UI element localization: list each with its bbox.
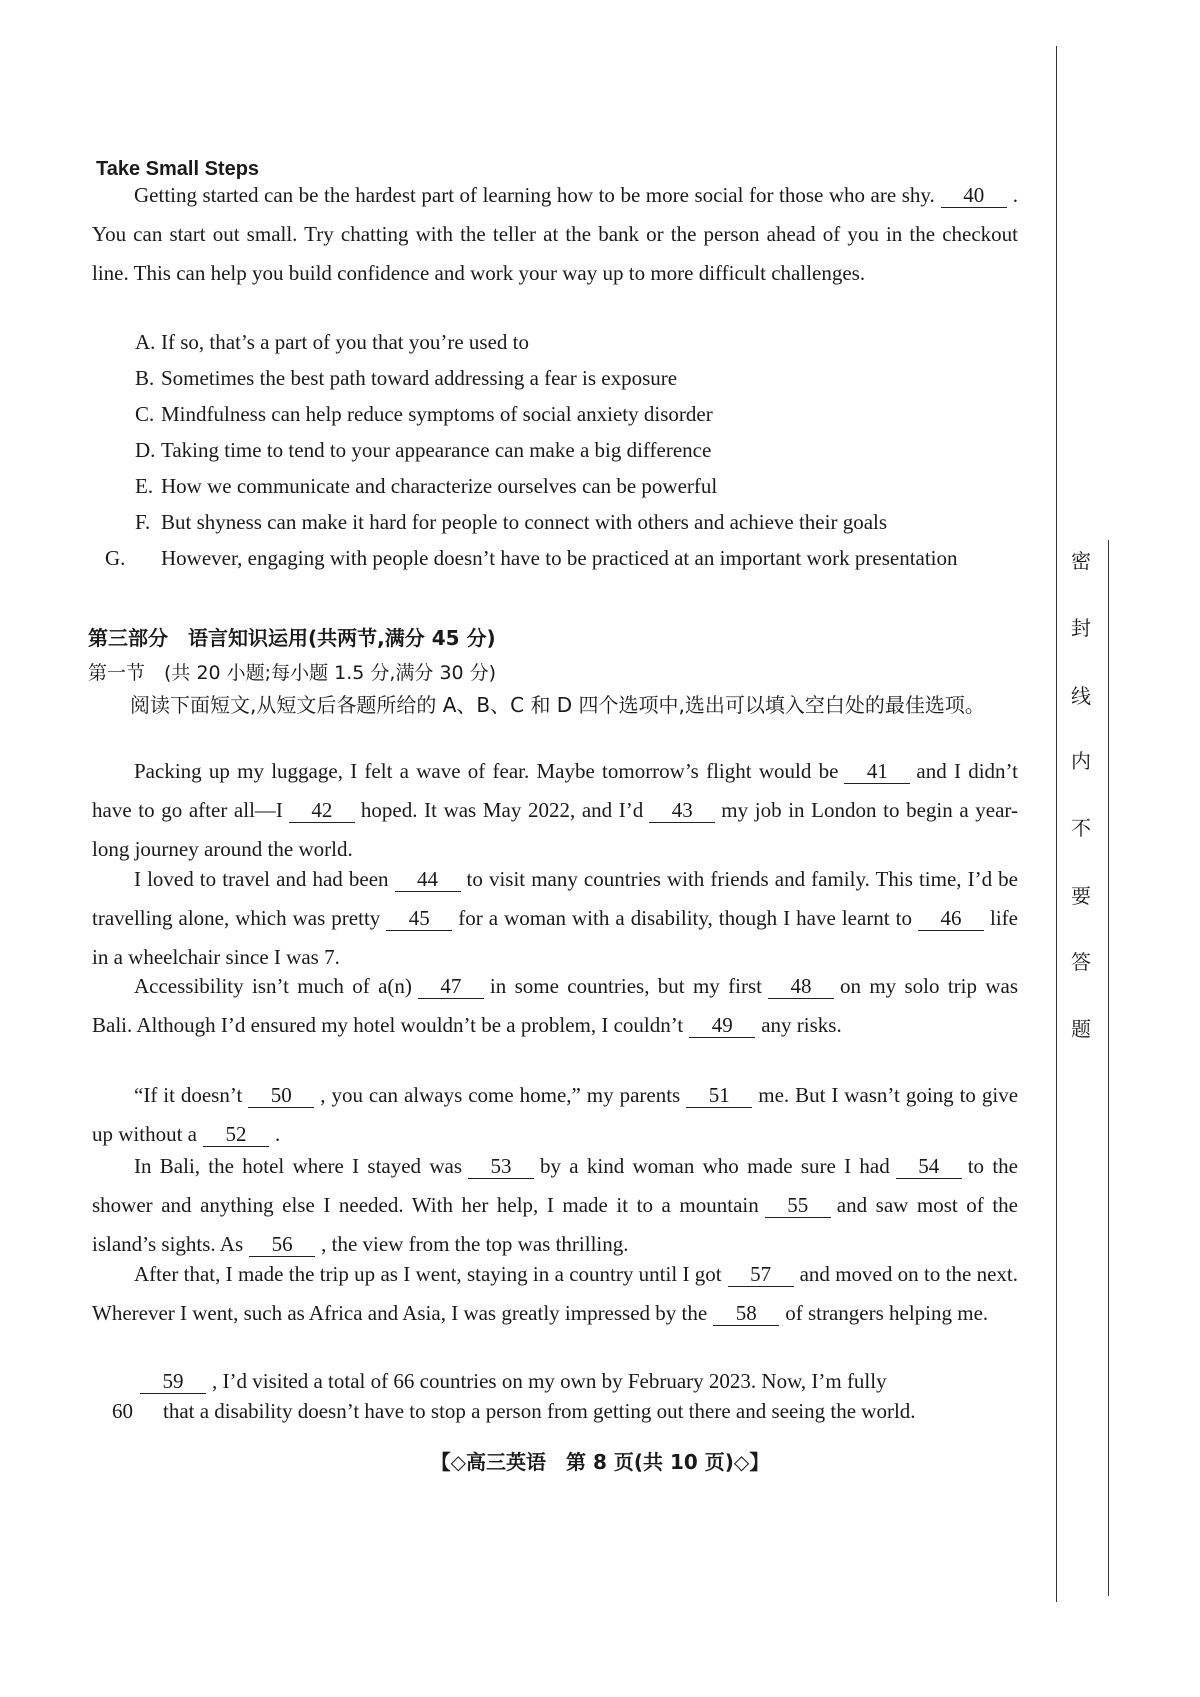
instructions: 阅读下面短文,从短文后各题所给的 A、B、C 和 D 四个选项中,选出可以填入空白处的最佳选项。 xyxy=(130,693,985,717)
blank-47[interactable]: 47 xyxy=(418,974,484,999)
blank-58[interactable]: 58 xyxy=(713,1301,779,1326)
blank-52[interactable]: 52 xyxy=(203,1122,269,1147)
blank-59[interactable]: 59 xyxy=(140,1369,206,1394)
option-f: F. But shyness can make it hard for people to connect with others and achieve their goals xyxy=(135,510,888,534)
blank-49[interactable]: 49 xyxy=(689,1013,755,1038)
option-c: C. Mindfulness can help reduce symptoms of social anxiety disorder xyxy=(135,402,713,426)
paragraph-2: I loved to travel and had been 44 to visit many countries with friends and family. This time, I’d be travelling alone, which was pretty 45 for a woman with a disability, though I have learnt to 46 life in a wheelchair since I was 7. xyxy=(92,867,1019,969)
paragraph-1: Packing up my luggage, I felt a wave of fear. Maybe tomorrow’s flight would be 41 and I didn’t have to go after all—I 42 hoped. It was May 2022, and I’d 43 my job in London to begin a year-long journey around the world. xyxy=(92,759,1018,861)
section-title: Take Small Steps xyxy=(96,158,260,180)
question-number-60[interactable]: 60 xyxy=(112,1399,133,1423)
section1-heading: 第一节 (共 20 小题;每小题 1.5 分,满分 30 分) xyxy=(88,662,497,684)
paragraph-40: Getting started can be the hardest part of learning how to be more social for those who are shy. 40 . You can start out small. Try chatting with the teller at the bank or the person ahead of you in the checkout line. This can help you build confidence and work your way up to more difficult challenges. xyxy=(92,183,1018,285)
paragraph-4: “If it doesn’t 50 , you can always come home,” my parents 51 me. But I wasn’t going to give up without a 52 . xyxy=(92,1083,1019,1146)
blank-57[interactable]: 57 xyxy=(728,1262,794,1287)
part3-heading: 第三部分 语言知识运用(共两节,满分 45 分) xyxy=(88,626,496,650)
binding-line-inner xyxy=(1108,540,1109,1596)
blank-43[interactable]: 43 xyxy=(649,798,715,823)
blank-55[interactable]: 55 xyxy=(765,1193,831,1218)
blank-44[interactable]: 44 xyxy=(395,867,461,892)
paragraph-5: In Bali, the hotel where I stayed was 53 by a kind woman who made sure I had 54 to the shower and anything else I needed. With her help, I made it to a mountain 55 and saw most of the island’s sights. As 56 , the view from the top was thrilling. xyxy=(92,1154,1018,1256)
blank-45[interactable]: 45 xyxy=(386,906,452,931)
option-d: D. Taking time to tend to your appearance can make a big difference xyxy=(135,438,712,462)
blank-41[interactable]: 41 xyxy=(844,759,910,784)
blank-50[interactable]: 50 xyxy=(248,1083,314,1108)
blank-48[interactable]: 48 xyxy=(768,974,834,999)
paragraph-7: 59 , I’d visited a total of 66 countries on my own by February 2023. Now, I’m fully xyxy=(92,1362,1018,1401)
blank-42[interactable]: 42 xyxy=(289,798,355,823)
paragraph-8: that a disability doesn’t have to stop a person from getting out there and seeing the world. xyxy=(163,1399,916,1423)
page-footer: 【◇高三英语 第 8 页(共 10 页)◇】 xyxy=(430,1450,770,1474)
paragraph-6: After that, I made the trip up as I went, staying in a country until I got 57 and moved on to the next. Wherever I went, such as Africa and Asia, I was greatly impressed by the 58 of strangers helping me. xyxy=(92,1262,1018,1325)
paragraph-3: Accessibility isn’t much of a(n) 47 in some countries, but my first 48 on my solo trip was Bali. Although I’d ensured my hotel wouldn’t be a problem, I couldn’t 49 any risks. xyxy=(92,974,1018,1037)
blank-40[interactable]: 40 xyxy=(941,183,1007,208)
blank-51[interactable]: 51 xyxy=(686,1083,752,1108)
option-b: B. Sometimes the best path toward addressing a fear is exposure xyxy=(135,366,678,390)
exam-page: Take Small Steps Getting started can be the hardest part of learning how to be more social for those who are shy. 40 . You can start out small. Try chatting with the teller at the bank or the person ahead of you in the checkout line. This can help you build confidence and work your way up to more difficult challenges. A. If so, that’s a part of you that you’re used to B. Sometimes the best path toward addressing a fear is exposure C. Mindfulness can help reduce symptoms of social anxiety disorder D. Taking time to tend to your appearance can make a big difference E. How we communicate and characterize ourselves can be powerful F. But shyness can make it hard for people to connect with others and achieve their goals G. However, engaging with people doesn’t have to be practiced at an important work presentation 第三部分 语言知识运用(共两节,满分 45 分) 第一节 (共 20 小题;每小题 1.5 分,满分 30 分) 阅读下面短文,从短文后各题所给的 A、B、C 和 D 四个选项中,选出可以填入空白处的最佳选项。 Packing up my luggage, I felt a wave of fear. Maybe tomorrow’s flight would be 41 and I didn’t have to go after all—I 42 hoped. It was May 2022, and I’d 43 my job in London to begin a year-long journey around the world. I loved to travel and had been 44 to visit many countries with friends and family. This time, I’d be travelling alone, which was pretty 45 for a woman with a disability, though I have learnt to 46 life in a wheelchair since I was 7. Accessibility isn’t much of a(n) 47 in some countries, but my first 48 on my solo trip was Bali. Although I’d ensured my hotel wouldn’t be a problem, I couldn’t 49 any risks. “If it doesn’t 50 , you can always come home,” my parents 51 me. But I wasn’t going to give up without a 52 . In Bali, the hotel where I stayed was 53 by a kind woman who made sure I had 54 to the shower and anything else I needed. With her help, I made it to a mountain 55 and saw most of the island’s sights. As 56 , the view from the top was thrilling. After that, I made the trip up as I went, staying in a country until I got 57 and moved on to the next. Wherever I went, such as Africa and Asia, I was greatly impressed by the 58 of strangers helping me. 59 , I’d visited a total of 66 countries on my own by February 2023. Now, I’m fully 60 that a disability doesn’t have to stop a person from getting out there and seeing the world. 密 封 线 内 不 要 答 题 【◇高三英语 第 8 页(共 10 页)◇】 xyxy=(0,0,1200,1697)
option-a: A. If so, that’s a part of you that you’re used to xyxy=(135,330,529,354)
blank-56[interactable]: 56 xyxy=(249,1232,315,1257)
blank-53[interactable]: 53 xyxy=(468,1154,534,1179)
blank-46[interactable]: 46 xyxy=(918,906,984,931)
blank-54[interactable]: 54 xyxy=(896,1154,962,1179)
binding-line xyxy=(1056,46,1057,1602)
option-e: E. How we communicate and characterize ourselves can be powerful xyxy=(135,474,718,498)
option-g: G. However, engaging with people doesn’t have to be practiced at an important work presentation xyxy=(105,546,958,570)
